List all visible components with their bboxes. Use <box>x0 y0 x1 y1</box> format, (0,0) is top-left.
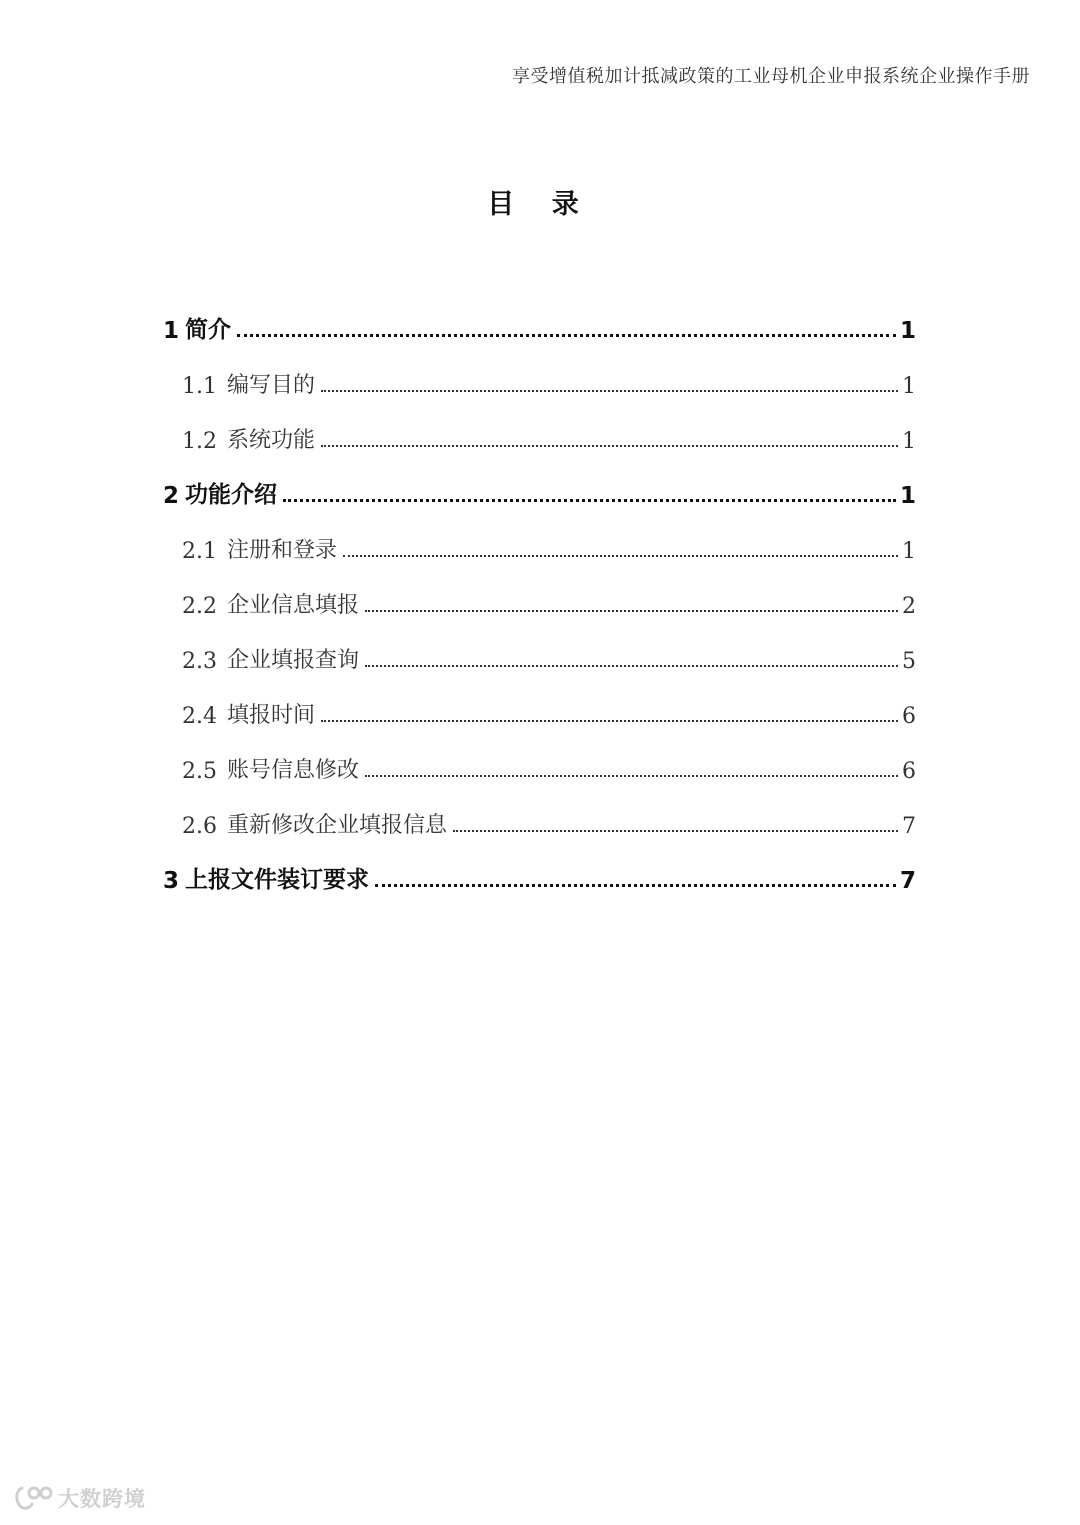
toc-entry-number: 2.4 <box>182 704 217 729</box>
toc-entry-label: 重新修改企业填报信息 <box>227 813 448 838</box>
toc-entry[interactable] <box>163 454 916 509</box>
toc-entry-page: 1 <box>902 539 916 564</box>
toc-entry-page: 6 <box>902 759 916 784</box>
toc-dot-leader <box>321 389 898 392</box>
toc-entry[interactable] <box>163 344 916 399</box>
table-of-contents <box>163 289 916 894</box>
toc-entry-label: 上报文件装订要求 <box>185 867 370 893</box>
toc-dot-leader <box>321 444 898 447</box>
watermark-text: 大数跨境 <box>58 1487 146 1511</box>
toc-entry[interactable] <box>163 289 916 344</box>
toc-entry[interactable] <box>163 619 916 674</box>
toc-entry-label: 功能介绍 <box>185 482 278 508</box>
toc-entry-number: 2.2 <box>182 594 217 619</box>
toc-entry-number: 3 <box>163 868 180 894</box>
toc-entry-number: 1.2 <box>182 429 217 454</box>
toc-dot-leader <box>343 554 898 557</box>
watermark <box>12 1483 146 1513</box>
toc-dot-leader <box>365 664 898 667</box>
toc-title: 目 录 <box>487 189 593 220</box>
toc-dot-leader <box>283 498 896 502</box>
toc-entry-label: 填报时间 <box>227 703 316 728</box>
toc-entry-page: 1 <box>902 374 916 399</box>
toc-entry-page: 1 <box>899 483 916 509</box>
toc-entry[interactable] <box>163 564 916 619</box>
toc-entry-page: 1 <box>902 429 916 454</box>
toc-entry-page: 6 <box>902 704 916 729</box>
toc-dot-leader <box>237 333 896 337</box>
toc-dot-leader <box>453 829 898 832</box>
toc-entry-number: 2.3 <box>182 649 217 674</box>
toc-entry-page: 2 <box>902 594 916 619</box>
toc-entry-number: 2.5 <box>182 759 217 784</box>
toc-entry-label: 企业信息填报 <box>227 593 360 618</box>
toc-entry[interactable] <box>163 509 916 564</box>
toc-entry-label: 账号信息修改 <box>227 758 360 783</box>
toc-entry-label: 编写目的 <box>227 373 316 398</box>
toc-entry-number: 1.1 <box>182 374 217 399</box>
toc-dot-leader <box>321 719 898 722</box>
toc-entry[interactable] <box>163 839 916 894</box>
toc-dot-leader <box>365 774 898 777</box>
running-header: 享受增值税加计抵减政策的工业母机企业申报系统企业操作手册 <box>512 66 1030 87</box>
toc-entry-label: 企业填报查询 <box>227 648 360 673</box>
toc-entry-page: 1 <box>899 318 916 344</box>
toc-entry[interactable] <box>163 399 916 454</box>
toc-entry-number: 2.1 <box>182 539 217 564</box>
toc-entry-label: 注册和登录 <box>227 538 338 563</box>
toc-dot-leader <box>365 609 898 612</box>
toc-entry[interactable] <box>163 729 916 784</box>
toc-entry-page: 5 <box>902 649 916 674</box>
toc-entry-label: 系统功能 <box>227 428 316 453</box>
toc-entry[interactable] <box>163 674 916 729</box>
toc-entry[interactable] <box>163 784 916 839</box>
toc-entry-page: 7 <box>902 814 916 839</box>
toc-entry-page: 7 <box>899 868 916 894</box>
toc-entry-label: 简介 <box>185 317 232 343</box>
toc-entry-number: 2 <box>163 483 180 509</box>
toc-dot-leader <box>375 883 896 887</box>
toc-entry-number: 1 <box>163 318 180 344</box>
toc-entry-number: 2.6 <box>182 814 217 839</box>
brand-logo-icon <box>12 1484 54 1512</box>
